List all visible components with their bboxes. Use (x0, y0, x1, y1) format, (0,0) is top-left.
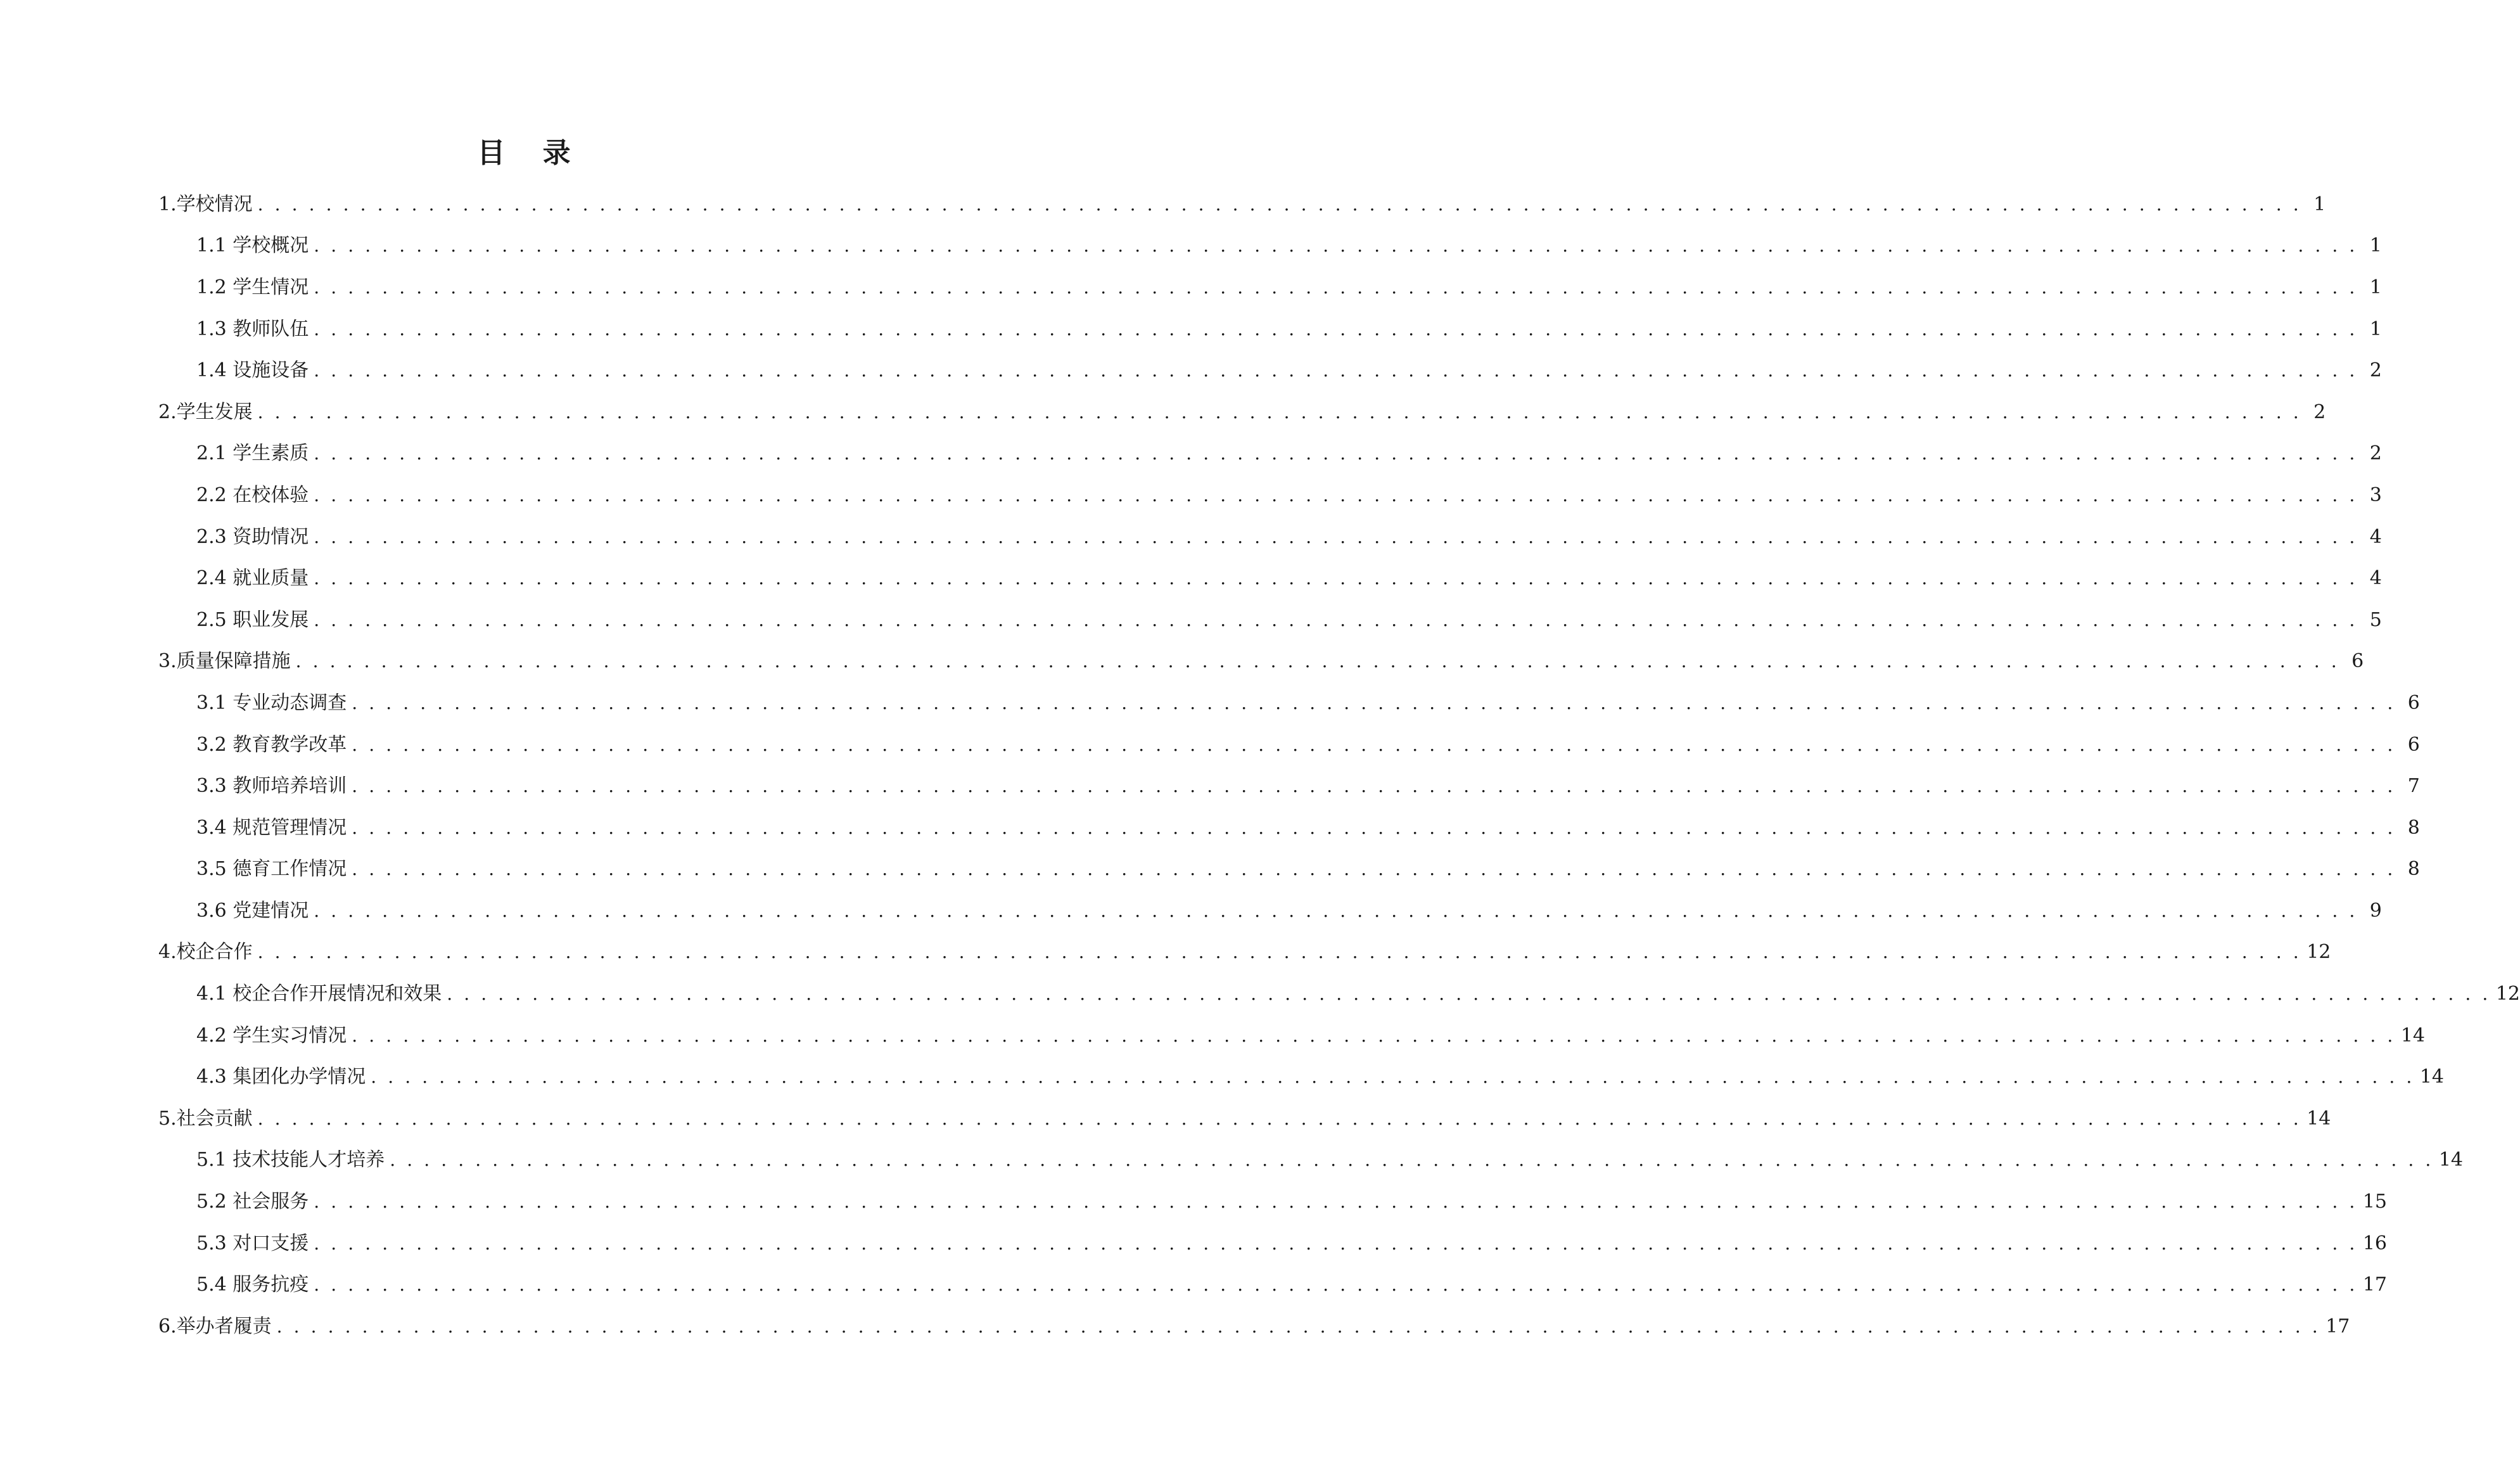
toc-subsection-entry[interactable] (0, 1223, 2388, 1265)
toc-section-entry[interactable] (0, 1306, 2350, 1348)
toc-page-number: 2 (2313, 400, 2326, 423)
toc-entry-label: 2.2 在校体验 (196, 483, 309, 506)
toc-page-number: 17 (2362, 1274, 2388, 1296)
toc-subsection-entry[interactable] (0, 226, 2382, 267)
toc-section-entry[interactable] (0, 641, 2364, 683)
toc-dot-leader: . . . . . . . . . . . . . . . . . . . . . . . . . . . . . . . . . . . . . . . . . . . . . . . . . . . . . . . . . . . . . . . . . . . . . . . . . . . . . . . . . . . . . . . . . . . . . . . . . . . . . . . . . . . . . . . . . . . . . . . . (390, 1149, 2434, 1171)
toc-dot-leader: . . . . . . . . . . . . . . . . . . . . . . . . . . . . . . . . . . . . . . . . . . . . . . . . . . . . . . . . . . . . . . . . . . . . . . . . . . . . . . . . . . . . . . . . . . . . . . . . . . . . . . . . . . . . . . . . . . . . . . . . (352, 817, 2396, 838)
toc-subsection-entry[interactable] (0, 1181, 2388, 1223)
toc-dot-leader: . . . . . . . . . . . . . . . . . . . . . . . . . . . . . . . . . . . . . . . . . . . . . . . . . . . . . . . . . . . . . . . . . . . . . . . . . . . . . . . . . . . . . . . . . . . . . . . . . . . . . . . . . . . . . . . . . . . . . . . . (314, 1191, 2358, 1213)
toc-list (0, 184, 2520, 1348)
toc-subsection-entry[interactable] (0, 890, 2382, 932)
toc-entry-label: 1.2 学生情况 (196, 276, 309, 298)
toc-page-number: 12 (2307, 941, 2331, 964)
toc-dot-leader: . . . . . . . . . . . . . . . . . . . . . . . . . . . . . . . . . . . . . . . . . . . . . . . . . . . . . . . . . . . . . . . . . . . . . . . . . . . . . . . . . . . . . . . . . . . . . . . . . . . . . . . . . . . . . . . . . . . . . . . . (314, 1274, 2358, 1296)
toc-subsection-entry[interactable] (0, 558, 2382, 599)
toc-entry-label: 4.校企合作 (158, 941, 253, 964)
toc-page-number: 14 (2438, 1149, 2464, 1172)
toc-subsection-entry[interactable] (0, 1056, 2445, 1098)
toc-page-number: 1 (2369, 317, 2382, 340)
toc-dot-leader: . . . . . . . . . . . . . . . . . . . . . . . . . . . . . . . . . . . . . . . . . . . . . . . . . . . . . . . . . . . . . . . . . . . . . . . . . . . . . . . . . . . . . . . . . . . . . . . . . . . . . . . . . . . . . . . . . . . . . . . . (314, 609, 2358, 630)
toc-subsection-entry[interactable] (0, 350, 2382, 392)
toc-dot-leader: . . . . . . . . . . . . . . . . . . . . . . . . . . . . . . . . . . . . . . . . . . . . . . . . . . . . . . . . . . . . . . . . . . . . . . . . . . . . . . . . . . . . . . . . . . . . . . . . . . . . . . . . . . . . . . . . . . . . . . . . (352, 859, 2396, 880)
toc-entry-label: 1.学校情况 (158, 193, 253, 215)
toc-entry-label: 2.学生发展 (158, 400, 253, 423)
toc-entry-label: 3.6 党建情况 (196, 899, 309, 922)
toc-dot-leader: . . . . . . . . . . . . . . . . . . . . . . . . . . . . . . . . . . . . . . . . . . . . . . . . . . . . . . . . . . . . . . . . . . . . . . . . . . . . . . . . . . . . . . . . . . . . . . . . . . . . . . . . . . . . . . . . . . . . . . . . (447, 983, 2491, 1005)
toc-dot-leader: . . . . . . . . . . . . . . . . . . . . . . . . . . . . . . . . . . . . . . . . . . . . . . . . . . . . . . . . . . . . . . . . . . . . . . . . . . . . . . . . . . . . . . . . . . . . . . . . . . . . . . . . . . . . . . . . . . . . . . . . (257, 193, 2302, 215)
toc-entry-label: 4.3 集团化办学情况 (196, 1066, 366, 1089)
toc-page-number: 7 (2407, 775, 2420, 798)
toc-entry-label: 5.3 对口支援 (196, 1232, 309, 1255)
toc-subsection-entry[interactable] (0, 516, 2382, 558)
toc-entry-label: 1.4 设施设备 (196, 359, 309, 382)
toc-subsection-entry[interactable] (0, 599, 2382, 641)
toc-dot-leader: . . . . . . . . . . . . . . . . . . . . . . . . . . . . . . . . . . . . . . . . . . . . . . . . . . . . . . . . . . . . . . . . . . . . . . . . . . . . . . . . . . . . . . . . . . . . . . . . . . . . . . . . . . . . . . . . . . . . . . . . (257, 401, 2302, 423)
toc-section-entry[interactable] (0, 392, 2326, 433)
toc-entry-label: 3.1 专业动态调查 (196, 691, 347, 714)
toc-subsection-entry[interactable] (0, 433, 2382, 475)
toc-dot-leader: . . . . . . . . . . . . . . . . . . . . . . . . . . . . . . . . . . . . . . . . . . . . . . . . . . . . . . . . . . . . . . . . . . . . . . . . . . . . . . . . . . . . . . . . . . . . . . . . . . . . . . . . . . . . . . . . . . . . . . . . (314, 443, 2358, 464)
toc-entry-label: 6.举办者履责 (158, 1315, 272, 1338)
toc-entry-label: 2.3 资助情况 (196, 525, 309, 548)
toc-section-entry[interactable] (0, 1098, 2331, 1140)
toc-page-number: 5 (2369, 608, 2382, 631)
toc-entry-label: 1.1 学校概况 (196, 234, 309, 257)
toc-subsection-entry[interactable] (0, 807, 2420, 849)
toc-subsection-entry[interactable] (0, 849, 2420, 891)
toc-entry-label: 2.5 职业发展 (196, 608, 309, 631)
toc-dot-leader: . . . . . . . . . . . . . . . . . . . . . . . . . . . . . . . . . . . . . . . . . . . . . . . . . . . . . . . . . . . . . . . . . . . . . . . . . . . . . . . . . . . . . . . . . . . . . . . . . . . . . . . . . . . . . . . . . . . . . . . . (352, 692, 2396, 713)
toc-entry-label: 3.2 教育教学改革 (196, 733, 347, 756)
toc-page-number: 17 (2326, 1315, 2350, 1338)
toc-entry-label: 1.3 教师队伍 (196, 317, 309, 340)
toc-subsection-entry[interactable] (0, 1140, 2464, 1182)
toc-dot-leader: . . . . . . . . . . . . . . . . . . . . . . . . . . . . . . . . . . . . . . . . . . . . . . . . . . . . . . . . . . . . . . . . . . . . . . . . . . . . . . . . . . . . . . . . . . . . . . . . . . . . . . . . . . . . . . . . . . . . . . . . (257, 942, 2302, 963)
toc-subsection-entry[interactable] (0, 475, 2382, 516)
toc-dot-leader: . . . . . . . . . . . . . . . . . . . . . . . . . . . . . . . . . . . . . . . . . . . . . . . . . . . . . . . . . . . . . . . . . . . . . . . . . . . . . . . . . . . . . . . . . . . . . . . . . . . . . . . . . . . . . . . . . . . . . . . . (276, 1315, 2321, 1337)
toc-page-number: 15 (2362, 1191, 2388, 1213)
toc-page-number: 9 (2369, 899, 2382, 922)
toc-section-entry[interactable] (0, 932, 2331, 974)
toc-entry-label: 4.1 校企合作开展情况和效果 (196, 983, 442, 1006)
toc-entry-label: 5.2 社会服务 (196, 1191, 309, 1213)
toc-subsection-entry[interactable] (0, 724, 2420, 766)
toc-section-entry[interactable] (0, 184, 2326, 226)
toc-title: 目 录 (477, 137, 585, 169)
toc-page-number: 12 (2495, 983, 2520, 1006)
toc-page-number: 6 (2407, 733, 2420, 756)
toc-subsection-entry[interactable] (0, 973, 2520, 1015)
toc-page-number: 3 (2369, 483, 2382, 506)
toc-page-number: 8 (2407, 858, 2420, 881)
toc-page-number: 14 (2400, 1024, 2426, 1047)
toc-dot-leader: . . . . . . . . . . . . . . . . . . . . . . . . . . . . . . . . . . . . . . . . . . . . . . . . . . . . . . . . . . . . . . . . . . . . . . . . . . . . . . . . . . . . . . . . . . . . . . . . . . . . . . . . . . . . . . . . . . . . . . . . (352, 734, 2396, 755)
toc-page-number: 1 (2369, 234, 2382, 257)
toc-subsection-entry[interactable] (0, 1015, 2426, 1057)
toc-dot-leader: . . . . . . . . . . . . . . . . . . . . . . . . . . . . . . . . . . . . . . . . . . . . . . . . . . . . . . . . . . . . . . . . . . . . . . . . . . . . . . . . . . . . . . . . . . . . . . . . . . . . . . . . . . . . . . . . . . . . . . . . (314, 276, 2358, 298)
toc-page-number: 2 (2369, 442, 2382, 465)
toc-dot-leader: . . . . . . . . . . . . . . . . . . . . . . . . . . . . . . . . . . . . . . . . . . . . . . . . . . . . . . . . . . . . . . . . . . . . . . . . . . . . . . . . . . . . . . . . . . . . . . . . . . . . . . . . . . . . . . . . . . . . . . . . (352, 776, 2396, 797)
toc-page-number: 4 (2369, 525, 2382, 548)
toc-entry-label: 3.4 规范管理情况 (196, 816, 347, 839)
toc-dot-leader: . . . . . . . . . . . . . . . . . . . . . . . . . . . . . . . . . . . . . . . . . . . . . . . . . . . . . . . . . . . . . . . . . . . . . . . . . . . . . . . . . . . . . . . . . . . . . . . . . . . . . . . . . . . . . . . . . . . . . . . . (314, 360, 2358, 381)
toc-dot-leader: . . . . . . . . . . . . . . . . . . . . . . . . . . . . . . . . . . . . . . . . . . . . . . . . . . . . . . . . . . . . . . . . . . . . . . . . . . . . . . . . . . . . . . . . . . . . . . . . . . . . . . . . . . . . . . . . . . . . . . . . (314, 235, 2358, 257)
toc-entry-label: 4.2 学生实习情况 (196, 1024, 347, 1047)
toc-page-number: 4 (2369, 567, 2382, 590)
toc-subsection-entry[interactable] (0, 267, 2382, 309)
toc-entry-label: 5.4 服务抗疫 (196, 1274, 309, 1296)
toc-page-number: 2 (2369, 359, 2382, 382)
toc-subsection-entry[interactable] (0, 1264, 2388, 1306)
toc-page-number: 6 (2407, 691, 2420, 714)
toc-dot-leader: . . . . . . . . . . . . . . . . . . . . . . . . . . . . . . . . . . . . . . . . . . . . . . . . . . . . . . . . . . . . . . . . . . . . . . . . . . . . . . . . . . . . . . . . . . . . . . . . . . . . . . . . . . . . . . . . . . . . . . . . (352, 1025, 2396, 1046)
toc-entry-label: 2.4 就业质量 (196, 567, 309, 590)
toc-dot-leader: . . . . . . . . . . . . . . . . . . . . . . . . . . . . . . . . . . . . . . . . . . . . . . . . . . . . . . . . . . . . . . . . . . . . . . . . . . . . . . . . . . . . . . . . . . . . . . . . . . . . . . . . . . . . . . . . . . . . . . . . (371, 1066, 2415, 1088)
toc-page-number: 1 (2313, 193, 2326, 215)
toc-page-number: 6 (2351, 650, 2364, 673)
toc-entry-label: 5.社会贡献 (158, 1107, 253, 1130)
toc-dot-leader: . . . . . . . . . . . . . . . . . . . . . . . . . . . . . . . . . . . . . . . . . . . . . . . . . . . . . . . . . . . . . . . . . . . . . . . . . . . . . . . . . . . . . . . . . . . . . . . . . . . . . . . . . . . . . . . . . . . . . . . . (314, 484, 2358, 506)
toc-entry-label: 2.1 学生素质 (196, 442, 309, 465)
toc-page-number: 1 (2369, 276, 2382, 298)
toc-page-number: 16 (2362, 1232, 2388, 1255)
toc-entry-label: 5.1 技术技能人才培养 (196, 1149, 385, 1172)
toc-entry-label: 3.3 教师培养培训 (196, 775, 347, 798)
toc-entry-label: 3.5 德育工作情况 (196, 858, 347, 881)
toc-dot-leader: . . . . . . . . . . . . . . . . . . . . . . . . . . . . . . . . . . . . . . . . . . . . . . . . . . . . . . . . . . . . . . . . . . . . . . . . . . . . . . . . . . . . . . . . . . . . . . . . . . . . . . . . . . . . . . . . . . . . . . . . (314, 568, 2358, 589)
toc-dot-leader: . . . . . . . . . . . . . . . . . . . . . . . . . . . . . . . . . . . . . . . . . . . . . . . . . . . . . . . . . . . . . . . . . . . . . . . . . . . . . . . . . . . . . . . . . . . . . . . . . . . . . . . . . . . . . . . . . . . . . . . . (314, 318, 2358, 340)
toc-subsection-entry[interactable] (0, 309, 2382, 350)
toc-page-number: 14 (2419, 1066, 2445, 1089)
toc-subsection-entry[interactable] (0, 765, 2420, 807)
toc-dot-leader: . . . . . . . . . . . . . . . . . . . . . . . . . . . . . . . . . . . . . . . . . . . . . . . . . . . . . . . . . . . . . . . . . . . . . . . . . . . . . . . . . . . . . . . . . . . . . . . . . . . . . . . . . . . . . . . . . . . . . . . . (314, 526, 2358, 547)
toc-dot-leader: . . . . . . . . . . . . . . . . . . . . . . . . . . . . . . . . . . . . . . . . . . . . . . . . . . . . . . . . . . . . . . . . . . . . . . . . . . . . . . . . . . . . . . . . . . . . . . . . . . . . . . . . . . . . . . . . . . . . . . . . (314, 1232, 2358, 1254)
toc-page-number: 14 (2307, 1107, 2331, 1130)
toc-entry-label: 3.质量保障措施 (158, 650, 291, 673)
toc-subsection-entry[interactable] (0, 682, 2420, 724)
toc-page-number: 8 (2407, 816, 2420, 839)
toc-dot-leader: . . . . . . . . . . . . . . . . . . . . . . . . . . . . . . . . . . . . . . . . . . . . . . . . . . . . . . . . . . . . . . . . . . . . . . . . . . . . . . . . . . . . . . . . . . . . . . . . . . . . . . . . . . . . . . . . . . . . . . . . (314, 900, 2358, 921)
toc-dot-leader: . . . . . . . . . . . . . . . . . . . . . . . . . . . . . . . . . . . . . . . . . . . . . . . . . . . . . . . . . . . . . . . . . . . . . . . . . . . . . . . . . . . . . . . . . . . . . . . . . . . . . . . . . . . . . . . . . . . . . . . . (257, 1108, 2302, 1129)
toc-dot-leader: . . . . . . . . . . . . . . . . . . . . . . . . . . . . . . . . . . . . . . . . . . . . . . . . . . . . . . . . . . . . . . . . . . . . . . . . . . . . . . . . . . . . . . . . . . . . . . . . . . . . . . . . . . . . . . . . . . . . . . . . (295, 651, 2340, 672)
